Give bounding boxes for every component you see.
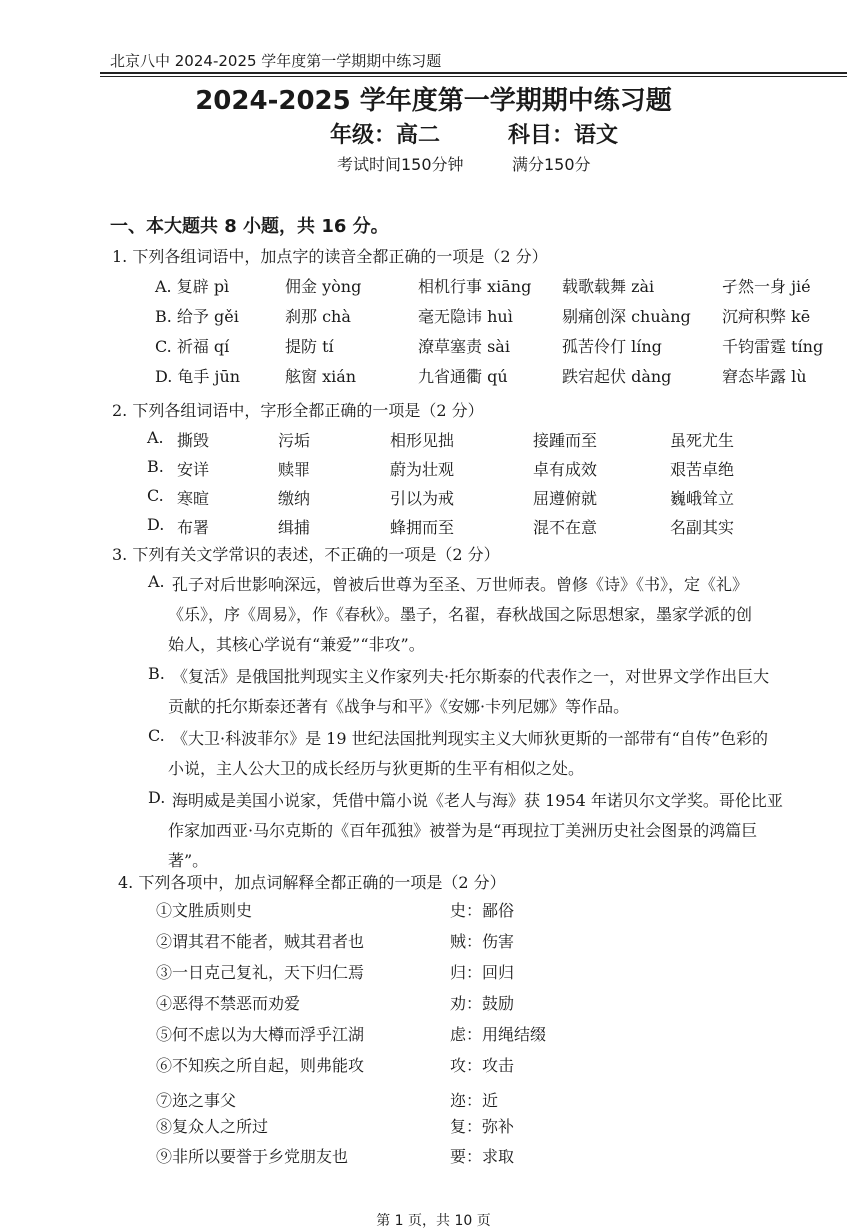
q2-option-label: B. (147, 457, 164, 476)
q3-option-label: D. (148, 788, 166, 807)
q3-option-line: 小说，主人公大卫的成长经历与狄更斯的生平有相似之处。 (168, 759, 585, 778)
section-heading: 一、本大题共 8 小题，共 16 分。 (110, 216, 389, 237)
q1-option-cell: 沉疴积弊 kē (722, 307, 811, 326)
grade-label: 年级：高二 (330, 123, 441, 148)
q2-option-word: 卓有成效 (533, 460, 598, 479)
q4-definition: 贼：伤害 (450, 932, 515, 951)
q1-option-cell: 剔痛创深 chuàng (562, 307, 691, 326)
q2-option-label: A. (147, 428, 164, 447)
q2-option-word: 赎罪 (278, 460, 311, 479)
page-header: 北京八中 2024-2025 学年度第一学期期中练习题 (110, 52, 442, 70)
exam-title: 2024-2025 学年度第一学期期中练习题 (195, 86, 672, 116)
q2-option-label: D. (147, 515, 165, 534)
q4-sentence: ⑤何不虑以为大樽而浮乎江湖 (156, 1025, 365, 1044)
q2-option-word: 屈遵俯就 (533, 489, 598, 508)
page-footer: 第 1 页，共 10 页 (376, 1213, 491, 1229)
q2-option-word: 缉捕 (278, 518, 311, 537)
header-rule-thin (100, 76, 847, 77)
q2-option-word: 引以为戒 (390, 489, 455, 508)
q1-option-cell: 提防 tí (285, 337, 334, 356)
q3-option-line: 始人，其核心学说有“兼爱”“非攻”。 (168, 635, 425, 654)
header-rule (100, 72, 847, 74)
q4-definition: 归：回归 (450, 963, 515, 982)
q1-option-cell: D. 龟手 jūn (155, 367, 241, 386)
q4-sentence: ⑨非所以要誉于乡党朋友也 (156, 1147, 349, 1166)
q1-option-cell: 孤苦伶仃 líng (562, 337, 662, 356)
q4-sentence: ③一日克己复礼，天下归仁焉 (156, 963, 365, 982)
q1-option-cell: 舷窗 xián (285, 367, 357, 386)
q3-option-line: 孔子对后世影响深远，曾被后世尊为至圣、万世师表。曾修《诗》《书》，定《礼》 (172, 575, 749, 594)
q1-option-cell: C. 祈福 qí (155, 337, 230, 356)
q2-option-word: 蔚为壮观 (390, 460, 455, 479)
q3-option-label: A. (148, 572, 165, 591)
q3-option-label: B. (148, 664, 165, 683)
q4-definition: 虑：用绳结缀 (450, 1025, 547, 1044)
q2-option-word: 寒暄 (177, 489, 210, 508)
q2-option-label: C. (147, 486, 164, 505)
q1-option-cell: 窘态毕露 lù (722, 367, 807, 386)
q2-option-word: 布署 (177, 518, 210, 537)
question-3-stem: 3. 下列有关文学常识的表述，不正确的一项是（2 分） (112, 545, 500, 564)
q4-definition: 攻：攻击 (450, 1056, 515, 1075)
q1-option-cell: A. 复辟 pì (155, 277, 230, 296)
q3-option-line: 《乐》，序《周易》，作《春秋》。墨子，名翟，春秋战国之际思想家，墨家学派的创 (168, 605, 753, 624)
q3-option-line: 作家加西亚·马尔克斯的《百年孤独》被誉为是“再现拉丁美洲历史社会图景的鸿篇巨 (168, 821, 758, 840)
q3-option-label: C. (148, 726, 165, 745)
subject-label: 科目：语文 (508, 123, 619, 148)
q1-option-cell: 刹那 chà (285, 307, 351, 326)
q2-option-word: 混不在意 (533, 518, 598, 537)
q2-option-word: 缴纳 (278, 489, 311, 508)
q2-option-word: 撕毁 (177, 431, 210, 450)
q4-definition: 史：鄙俗 (450, 901, 515, 920)
question-1-stem: 1. 下列各组词语中，加点字的读音全都正确的一项是（2 分） (112, 247, 548, 266)
q2-option-word: 安详 (177, 460, 210, 479)
full-score: 满分150分 (512, 155, 591, 174)
q3-option-line: 贡献的托尔斯泰还著有《战争与和平》《安娜·卡列尼娜》等作品。 (168, 697, 630, 716)
q1-option-cell: B. 给予 gěi (155, 307, 239, 326)
q4-definition: 要：求取 (450, 1147, 515, 1166)
q2-option-word: 接踵而至 (533, 431, 598, 450)
q4-sentence: ②谓其君不能者，贼其君者也 (156, 932, 365, 951)
q4-sentence: ⑦迩之事父 (156, 1091, 237, 1110)
q2-option-word: 相形见拙 (390, 431, 455, 450)
q2-option-word: 蜂拥而至 (390, 518, 455, 537)
q4-sentence: ⑥不知疾之所自起，则弗能攻 (156, 1056, 365, 1075)
q1-option-cell: 潦草塞责 sài (418, 337, 510, 356)
question-2-stem: 2. 下列各组词语中，字形全都正确的一项是（2 分） (112, 401, 484, 420)
q3-option-line: 海明威是美国小说家，凭借中篇小说《老人与海》获 1954 年诺贝尔文学奖。哥伦比亚 (172, 791, 783, 810)
q1-option-cell: 载歌载舞 zài (562, 277, 655, 296)
q1-option-cell: 相机行事 xiāng (418, 277, 532, 296)
q3-option-line: 《复活》是俄国批判现实主义作家列夫·托尔斯泰的代表作之一，对世界文学作出巨大 (172, 667, 770, 686)
q2-option-word: 污垢 (278, 431, 311, 450)
exam-time: 考试时间150分钟 (337, 155, 464, 174)
q2-option-word: 艰苦卓绝 (670, 460, 735, 479)
q2-option-word: 巍峨耸立 (670, 489, 735, 508)
q4-sentence: ⑧复众人之所过 (156, 1117, 269, 1136)
q1-option-cell: 佣金 yòng (285, 277, 362, 296)
q1-option-cell: 毫无隐讳 huì (418, 307, 513, 326)
q4-definition: 复：弥补 (450, 1117, 515, 1136)
q1-option-cell: 九省通衢 qú (418, 367, 508, 386)
q4-sentence: ①文胜质则史 (156, 901, 253, 920)
q1-option-cell: 跌宕起伏 dàng (562, 367, 672, 386)
q4-definition: 迩：近 (450, 1091, 499, 1110)
q3-option-line: 著”。 (168, 851, 209, 870)
q4-sentence: ④恶得不禁恶而劝爱 (156, 994, 301, 1013)
q3-option-line: 《大卫·科波菲尔》是 19 世纪法国批判现实主义大师狄更斯的一部带有“自传”色彩的 (172, 729, 768, 748)
q2-option-word: 名副其实 (670, 518, 735, 537)
q1-option-cell: 孑然一身 jié (722, 277, 811, 296)
q4-definition: 劝：鼓励 (450, 994, 515, 1013)
q1-option-cell: 千钧雷霆 tíng (722, 337, 824, 356)
q2-option-word: 虽死尤生 (670, 431, 735, 450)
question-4-stem: 4. 下列各项中，加点词解释全都正确的一项是（2 分） (118, 873, 506, 892)
